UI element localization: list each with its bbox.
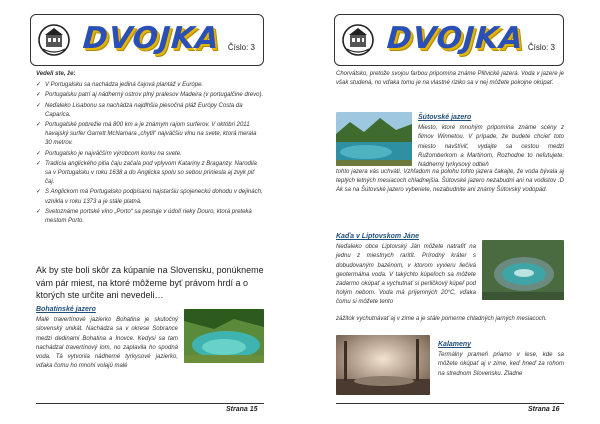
section-text: Neďaleko obce Liptovský Ján môžete natrafiť na jednu z miestnych raritít. Prírodný kráter s dobudovaným bazénom, v ktorom vyvieru liečivá geotermálna voda. V takýchto kúpeľoch sa môžete zadarmo okúpať a vychutnať si perličkový kúpeľ pod holým nebom. Voda má príjemných 20°C, vďaka čomu si môžete tento [336,244,476,306]
section-text: Miesto, ktoré mnohým pripomína známe scény z filmov Winnetou. V prípade, že budete chcieť toto miesto navštíviť, vydajte sa cestou medzi Ružomberkom a Martinom, Rozhodne to neľutujete. Nádherný tyrkysový odtieň [418,125,564,169]
list-item: ✓ Tradícia anglického pitia čaju začala pod vplyvom Katariny z Braganzy. Narodila sa v Portugalsku v roku 1638 a do Anglicka spolu so sebou priniesla aj zvyk piť čaj. [36,160,264,188]
intro-paragraph: Chorvátsko, pretože svojou farbou pripomína známe Plitvické jazerá. Voda v jazere je však studená, no vďaka tomu je na vlastné riziko sa v nej môžete pokojne okúpať. [336,71,564,87]
facts-list [36,81,264,226]
list-item: ✓ Svetoznáme portské víno „Porto“ sa pestuje v údolí rieky Douro, ktorá preteká mestom Porto. [36,208,264,226]
lake-photo [184,309,264,363]
section-text: Malé travertínové jazierko Bohatina je skutočný slovenský unikát. Nachádza sa v okrese Sobrance medzi dedinami Bohatina a Inovce. Kedysi sa tam nachádzal travertínový lom, no zaplavila ho spodná voda. Tá vytvorila nádherné tyrkysové jazierko, vďaka čomu ho mnohí volajú malé [36,317,178,370]
kada-photo [482,240,564,300]
list-item: ✓ Portugalsko je najväčším výrobcom korku na svete. [36,150,264,159]
list-item: ✓ S Anglickom má Portugalsko podpísanú najstaršiu spojeneckú dohodu v dejinách, vznikla v roku 1373 a je stále platná. [36,188,264,206]
left-header [30,14,264,66]
sutovo-section [418,113,564,170]
section-title: Kaďa v Liptovskom Jáne [336,233,419,240]
facts-intro: Vedeli ste, že: [36,71,76,77]
sutovo-photo [336,112,412,166]
kalameny-section [438,340,564,379]
issue-number: Číslo: 3 [227,43,255,52]
list-item: ✓ Neďaleko Lisabonu sa nachádza najdlhšia piesočná pláž Európy Costa da Caparica. [36,102,264,120]
page-number: Strana 15 [226,406,258,413]
bohatina-section [36,305,178,371]
list-item: ✓ Portugalské pobrežie má 800 km a je známym rajom surferov. V októbri 2011 havajský surfer Garrett McNamara „chytil“ najväčšiu vlnu na svete, ktorá merala 30 metrov. [36,121,264,149]
section-title: Šútovské jazero [418,114,472,121]
facts-block [36,70,264,227]
kada-section [336,232,476,308]
right-header [334,14,564,66]
school-logo-icon [37,21,71,59]
footer-rule [36,403,264,404]
section-text-continued: zážitok vychutnávať aj v zime a je stále pomerne chladných jarných mesiacoch. [336,316,547,322]
school-logo-icon [341,21,375,59]
magazine-title: DVOJKA [385,21,525,56]
page-number: Strana 16 [528,406,560,413]
list-item: ✓ V Portugalsku sa nachádza jediná čajová plantáž v Európe. [36,81,264,90]
section-text: Termálny prameň priamo v lese, kde sa môžete okúpať aj v zime, keď hneď za rohom na strednom Slovensku. Zladne [438,352,564,377]
section-text-continued: tohto jazera vás uchváti. Vzhľadom na polohu tohto jazera čakajte, že voda bývala aj teplých letných mesiacoch chladnejšia. Šútovské jazero nezabudni ani na vodistov :D Ak sa na Šútovské jazero vyberiete, nezabudnite ani známy Šútovský vodopád. [336,169,564,194]
list-item: ✓ Portugalsku patrí aj nádherný ostrov plný pralesov Madeira (v portugalčine drevo). [36,91,264,100]
magazine-title: DVOJKA [81,21,221,56]
issue-number: Číslo: 3 [527,43,555,52]
footer-rule [336,403,564,404]
section-title: Kalameny [438,341,472,348]
question-paragraph: Ak by ste boli skôr za kúpanie na Slovensku, ponúkneme vám pár miest, na ktoré môžeme byť právom hrdí a o ktorých ste určite ani nevedeli… [36,265,264,300]
kalameny-photo [336,335,430,395]
section-title: Bohatinské jazero [36,306,96,313]
